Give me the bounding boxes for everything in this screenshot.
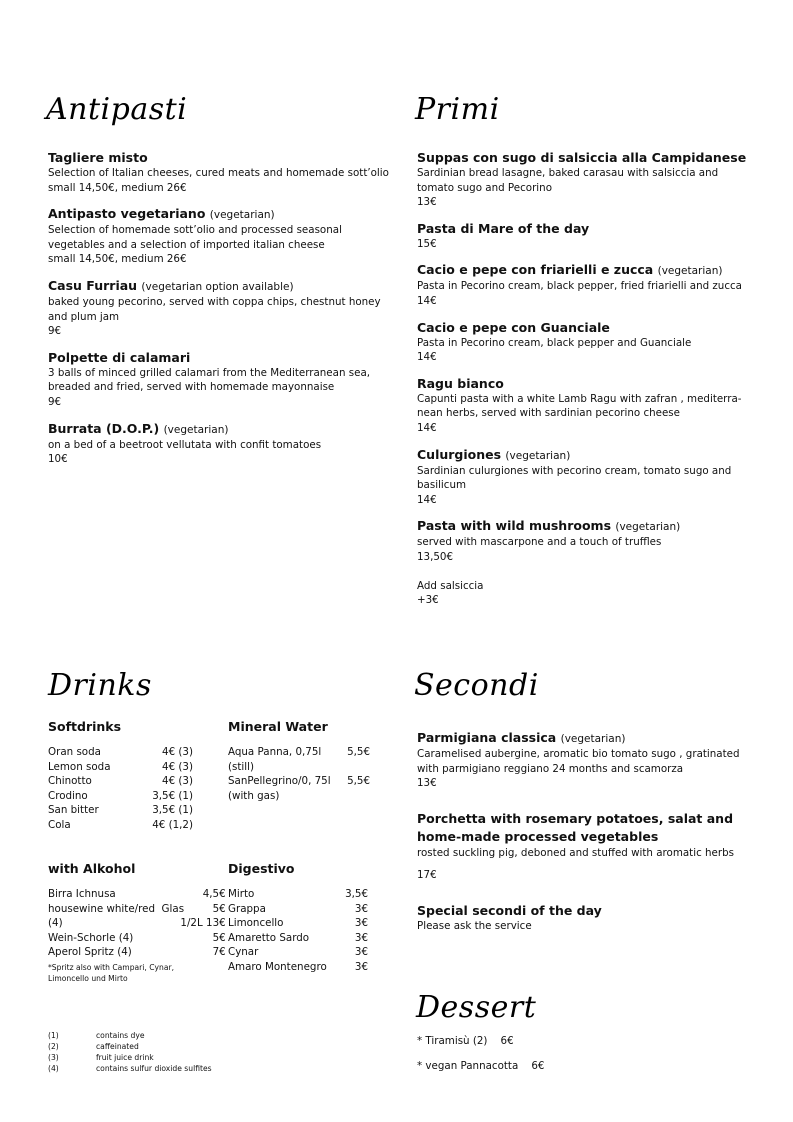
item-title: Ragu bianco	[417, 375, 504, 391]
item-note: (vegetarian)	[209, 209, 275, 222]
item-price: 14€	[417, 421, 437, 434]
addon-price: +3€	[417, 594, 439, 607]
item-description: served with mascarpone and a touch of truffles	[417, 536, 662, 549]
footnote: (3) fruit juice drink	[48, 1053, 154, 1062]
list-item: Cynar 3€	[228, 946, 368, 959]
list-item: Amaretto Sardo 3€	[228, 931, 368, 944]
item-price: 10€	[48, 453, 68, 466]
addon-label: Add salsiccia	[417, 579, 484, 592]
menu-item	[417, 518, 757, 564]
item-note: (vegetarian)	[505, 449, 571, 462]
softdrinks-list	[48, 745, 193, 833]
list-item: Chinotto 4€ (3)	[48, 775, 193, 788]
item-title: Parmigiana classica (vegetarian)	[417, 730, 626, 745]
list-item: Limoncello 3€	[228, 917, 368, 930]
list-item: Wein-Schorle (4) 5€	[48, 931, 226, 944]
menu-item	[48, 206, 393, 267]
drinks-heading: Drinks	[48, 668, 152, 703]
item-description: Selection of homemade sott’olio and processed seasonal	[48, 224, 342, 237]
item-description: 3 balls of minced grilled calamari from the Mediterranean sea,	[48, 366, 371, 379]
item-note: (vegetarian)	[560, 733, 626, 745]
menu-item	[417, 150, 757, 210]
item-title: Pasta with wild mushrooms (vegetarian)	[417, 518, 681, 534]
water-title: Mineral Water	[228, 719, 328, 734]
item-price: 15€	[417, 237, 437, 250]
item-description: breaded and fried, served with homemade mayonnaise	[48, 381, 335, 394]
item-description: on a bed of a beetroot vellutata with confit tomatoes	[48, 438, 322, 451]
item-note: (vegetarian)	[615, 521, 681, 534]
digestivo-list	[228, 887, 368, 975]
list-item: Oran soda 4€ (3)	[48, 746, 193, 758]
list-item: Lemon soda 4€ (3)	[48, 760, 193, 773]
item-price: small 14,50€, medium 26€	[48, 253, 187, 266]
list-item: Mirto 3,5€	[228, 888, 368, 900]
item-price: 14€	[417, 294, 437, 307]
secondi-heading: Secondi	[414, 668, 539, 703]
menu-item	[417, 447, 757, 508]
item-note: (vegetarian)	[657, 265, 723, 278]
item-price: 9€	[48, 325, 62, 338]
item-price: 13€	[417, 777, 437, 790]
item-note: (vegetarian)	[163, 423, 229, 436]
item-note: (vegetarian option available)	[141, 280, 294, 293]
item-description: basilicum	[417, 479, 467, 492]
item-title: Cacio e pepe con friarielli e zucca (vegetarian)	[417, 262, 723, 278]
alcohol-title: with Alkohol	[48, 861, 136, 876]
list-item: Grappa 3€	[228, 902, 368, 915]
item-price: 9€	[48, 395, 62, 408]
menu-item	[48, 350, 393, 410]
secondi-section	[417, 730, 747, 934]
digestivo-section	[228, 861, 378, 975]
menu-item	[48, 278, 393, 339]
footnote: (1) contains dye	[48, 1031, 145, 1040]
alcohol-list	[48, 887, 226, 960]
item-description: Capunti pasta with a white Lamb Ragu with zafran , mediterra-	[417, 392, 742, 405]
menu-item	[417, 903, 747, 934]
menu-item	[48, 421, 393, 467]
menu-item	[417, 376, 757, 436]
spritz-note: *Spritz also with Campari, Cynar, Limoncello und Mirto	[48, 962, 175, 983]
item-description: Pasta in Pecorino cream, black pepper and Guanciale	[417, 336, 692, 349]
item-price: small 14,50€, medium 26€	[48, 181, 187, 194]
item-description: Selection of Italian cheeses, cured meats and homemade sott’olio	[48, 167, 389, 179]
water-section	[228, 719, 378, 803]
menu-item	[417, 262, 757, 308]
item-description: Pasta in Pecorino cream, black pepper, fried friarielli and zucca	[417, 280, 742, 293]
list-item: San bitter 3,5€ (1)	[48, 804, 193, 817]
list-item: Cola 4€ (1,2)	[48, 818, 193, 831]
footnote: (4) contains sulfur dioxide sulfites	[48, 1064, 212, 1073]
item-description: Sardinian bread lasagne, baked carasau with salsiccia and	[417, 167, 719, 179]
menu-item	[48, 150, 393, 195]
item-description: Please ask the service	[417, 919, 532, 932]
footnote: (2) caffeinated	[48, 1042, 139, 1051]
item-description: with parmigiano reggiano 24 months and scamorza	[417, 762, 684, 775]
water-list	[228, 745, 370, 803]
item-title: Cacio e pepe con Guanciale	[417, 319, 610, 335]
item-title: Pasta di Mare of the day	[417, 220, 590, 236]
dessert-item: * vegan Pannacotta 6€	[417, 1060, 545, 1072]
item-title: Porchetta with rosemary potatoes, salat and home-made processed vegetables	[417, 810, 734, 844]
dessert-heading: Dessert	[416, 990, 537, 1025]
dessert-section	[417, 1034, 717, 1073]
softdrinks-title: Softdrinks	[48, 719, 122, 734]
list-item: (4) 1/2L 13€	[48, 917, 226, 930]
item-title: Casu Furriau (vegetarian option available)	[48, 277, 294, 293]
item-description: vegetables and a selection of imported italian cheese	[48, 238, 325, 251]
item-description: and plum jam	[48, 310, 120, 323]
menu-item	[417, 320, 757, 365]
menu-item	[417, 730, 747, 791]
item-description: Caramelised aubergine, aromatic bio tomato sugo , gratinated	[417, 748, 740, 760]
list-item: SanPellegrino/0, 75l (with gas) 5,5€	[228, 775, 370, 802]
list-item: Aqua Panna, 0,75l (still) 5,5€	[228, 746, 370, 773]
primi-section	[417, 150, 757, 608]
item-description: baked young pecorino, served with coppa chips, chestnut honey	[48, 295, 381, 308]
item-title: Special secondi of the day	[417, 902, 602, 918]
list-item: Crodino 3,5€ (1)	[48, 789, 193, 802]
item-price: 14€	[417, 493, 437, 506]
item-price: 13,50€	[417, 550, 454, 563]
item-price: 14€	[417, 351, 437, 364]
dessert-item: * Tiramisù (2) 6€	[417, 1035, 514, 1047]
item-description: nean herbs, served with sardinian pecorino cheese	[417, 407, 681, 420]
item-title: Tagliere misto	[48, 150, 148, 165]
list-item: Aperol Spritz (4) 7€	[48, 946, 226, 959]
item-title: Burrata (D.O.P.) (vegetarian)	[48, 420, 229, 436]
item-title: Polpette di calamari	[48, 349, 191, 365]
list-item: housewine white/red Glas 5€	[48, 902, 226, 915]
item-price: 13€	[417, 196, 437, 209]
antipasti-heading: Antipasti	[46, 92, 188, 127]
menu-item	[417, 221, 757, 252]
item-title: Antipasto vegetariano (vegetarian)	[48, 206, 275, 222]
alcohol-section	[48, 861, 226, 984]
list-item: Birra Ichnusa 4,5€	[48, 888, 226, 900]
softdrinks-section	[48, 719, 208, 833]
item-description: tomato sugo and Pecorino	[417, 181, 552, 194]
footnotes	[48, 1030, 298, 1074]
antipasti-section	[48, 150, 393, 467]
digestivo-title: Digestivo	[228, 861, 295, 876]
item-title: Suppas con sugo di salsiccia alla Campidanese	[417, 150, 747, 165]
item-description: Sardinian culurgiones with pecorino cream, tomato sugo and	[417, 464, 732, 477]
primi-heading: Primi	[415, 92, 500, 127]
list-item: Amaro Montenegro 3€	[228, 960, 368, 973]
item-price: 17€	[417, 869, 437, 882]
item-description: rosted suckling pig, deboned and stuffed with aromatic herbs	[417, 846, 734, 859]
menu-item	[417, 810, 747, 883]
item-title: Culurgiones (vegetarian)	[417, 446, 571, 462]
